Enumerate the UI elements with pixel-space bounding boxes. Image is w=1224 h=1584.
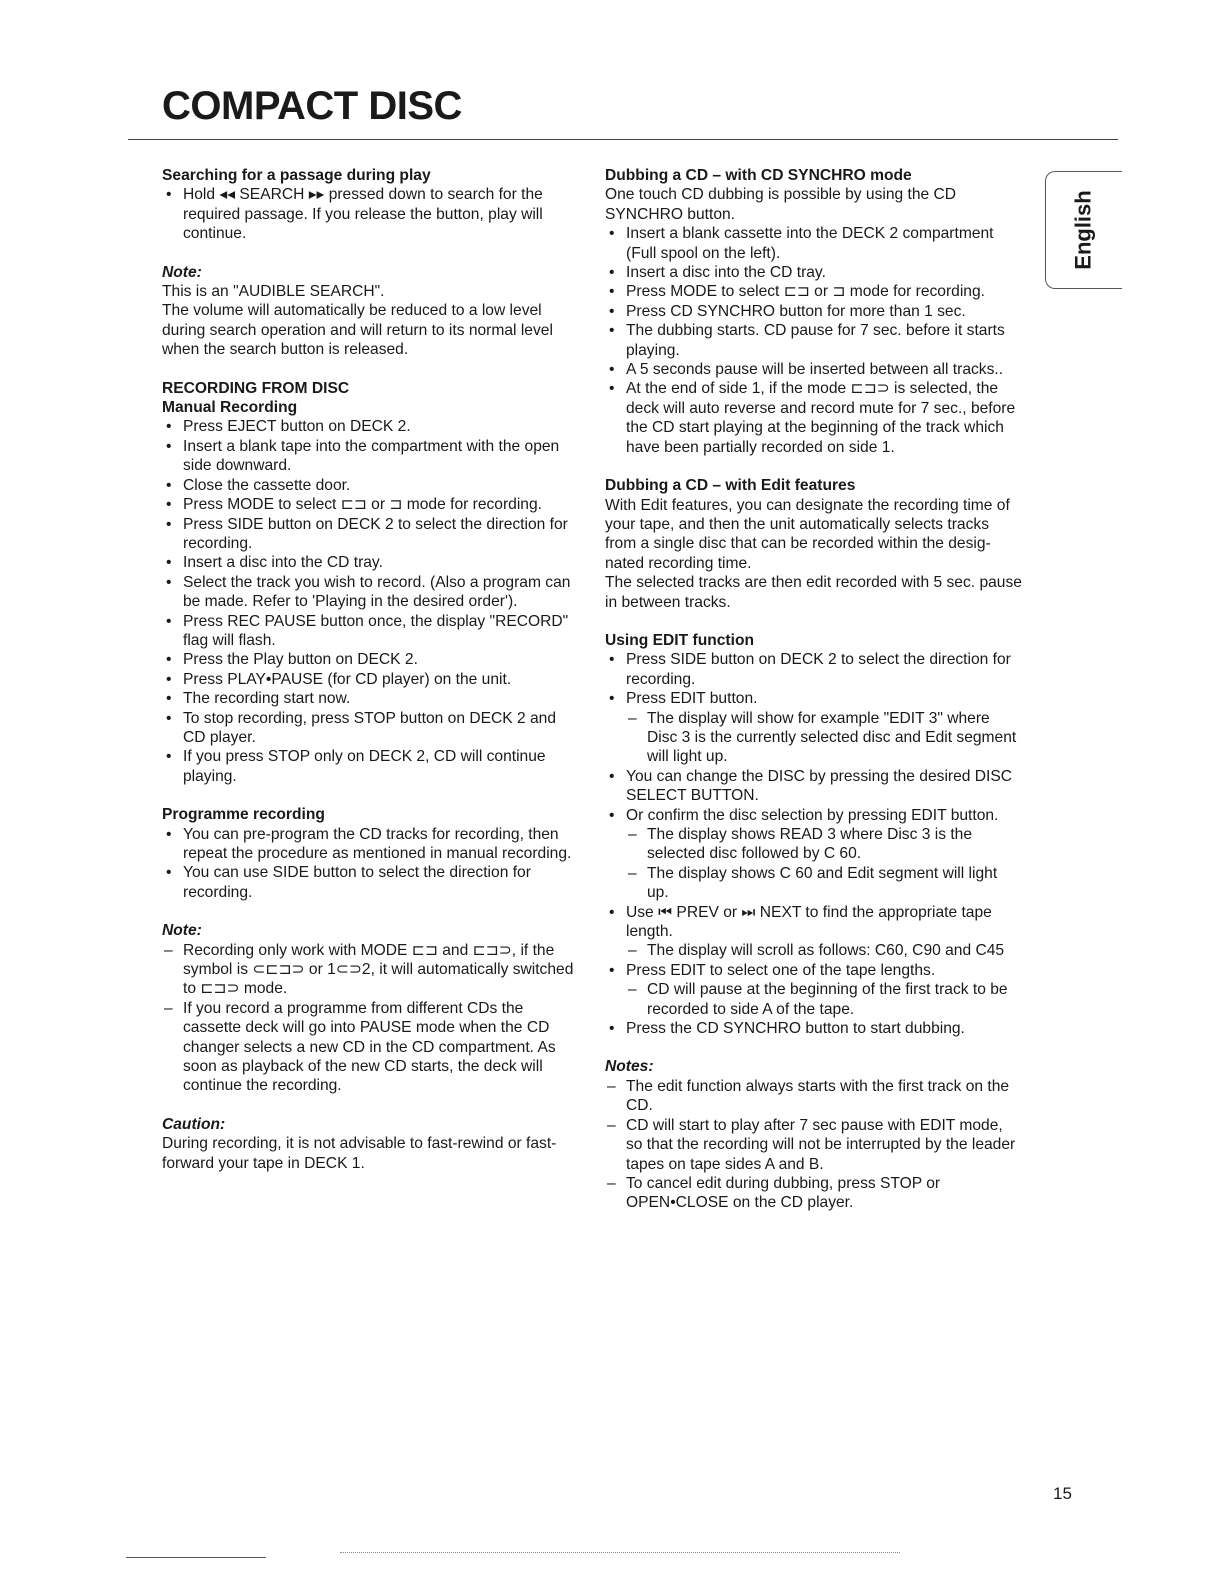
list-item: – CD will start to play after 7 sec pause with EDIT mode, so that the recording will not be interrupted by the leader tapes on tape sides A and B. xyxy=(605,1116,1023,1174)
list-item xyxy=(605,806,1023,903)
sub-list-item: – CD will pause at the beginning of the first track to be recorded to side A of the tape. xyxy=(626,980,1023,1019)
search-list xyxy=(162,185,580,243)
page-title: COMPACT DISC xyxy=(162,84,462,128)
synchro-section xyxy=(605,166,1023,457)
notes-heading: Notes: xyxy=(605,1058,654,1076)
list-item-text: Press EDIT to select one of the tape lengths. xyxy=(626,961,936,979)
right-column xyxy=(605,166,1023,1232)
list-item: – The edit function always starts with the first track on the CD. xyxy=(605,1077,1023,1116)
list-item: • Press PLAY•PAUSE (for CD player) on the unit. xyxy=(162,670,580,689)
list-item xyxy=(605,903,1023,961)
edit-features-heading: Dubbing a CD – with Edit features xyxy=(605,477,856,495)
notes-section xyxy=(605,1057,1023,1212)
using-edit-section xyxy=(605,631,1023,1039)
recording-list xyxy=(162,417,580,786)
note2-list xyxy=(162,941,580,1096)
note-heading: Note: xyxy=(162,263,202,281)
note-text: This is an "AUDIBLE SEARCH". xyxy=(162,283,385,301)
sub-list-item: – The display will show for example "EDIT 3" where Disc 3 is the currently selected disc and Edit segment will light up. xyxy=(626,709,1023,767)
manual-recording-subheading: Manual Recording xyxy=(162,399,298,417)
list-item-text: Press EDIT button. xyxy=(626,690,758,708)
list-item: – Recording only work with MODE ⊏⊐ and ⊏⊐⊃, if the symbol is ⊂⊏⊐⊃ or 1⊂⊃2, it will automatically switched to ⊏⊐⊃ mode. xyxy=(162,941,580,999)
list-item: – To cancel edit during dubbing, press STOP or OPEN•CLOSE on the CD player. xyxy=(605,1174,1023,1213)
using-edit-list xyxy=(605,650,1023,1038)
list-item xyxy=(605,961,1023,1019)
note-heading: Note: xyxy=(162,922,202,940)
scan-artifact-line xyxy=(340,1552,900,1553)
sub-list xyxy=(626,825,1023,903)
list-item: • Press MODE to select ⊏⊐ or ⊐ mode for recording. xyxy=(162,495,580,514)
sub-list-item: – The display will scroll as follows: C60, C90 and C45 xyxy=(626,941,1023,960)
list-item: • At the end of side 1, if the mode ⊏⊐⊃ is selected, the deck will auto reverse and record mute for 7 sec., before the CD start playing at the beginning of the track which have been partially recorded on side 1. xyxy=(605,379,1023,457)
language-tab-label: English xyxy=(1071,190,1097,270)
page-number: 15 xyxy=(1053,1484,1072,1503)
recording-heading: RECORDING FROM DISC xyxy=(162,379,350,397)
caution-section xyxy=(162,1115,580,1173)
sub-list xyxy=(626,941,1023,960)
list-item: • Select the track you wish to record. (Also a program can be made. Refer to 'Playing in the desired order'). xyxy=(162,573,580,612)
list-item: • You can change the DISC by pressing the desired DISC SELECT BUTTON. xyxy=(605,767,1023,806)
edit-features-text: The selected tracks are then edit recorded with 5 sec. pause in between tracks. xyxy=(605,574,1022,611)
list-item: • Insert a blank tape into the compartment with the open side downward. xyxy=(162,437,580,476)
list-item xyxy=(605,689,1023,767)
list-item: • Press CD SYNCHRO button for more than 1 sec. xyxy=(605,302,1023,321)
list-item: • The recording start now. xyxy=(162,689,580,708)
programme-list xyxy=(162,825,580,903)
list-item: • Insert a blank cassette into the DECK 2 compartment (Full spool on the left). xyxy=(605,224,1023,263)
list-item: • Press REC PAUSE button once, the display "RECORD" flag will flash. xyxy=(162,612,580,651)
list-item: • You can pre-program the CD tracks for recording, then repeat the procedure as mentioned in manual recording. xyxy=(162,825,580,864)
list-item: • Press SIDE button on DECK 2 to select the direction for recording. xyxy=(162,515,580,554)
search-section xyxy=(162,166,580,244)
edit-features-text: With Edit features, you can designate the recording time of your tape, and then the unit automatically selects tracks from a single disc that can be recorded within the desig-nated recording time. xyxy=(605,496,1010,572)
list-item: • Press the Play button on DECK 2. xyxy=(162,650,580,669)
list-item: • Close the cassette door. xyxy=(162,476,580,495)
note2-section xyxy=(162,921,580,1096)
synchro-list xyxy=(605,224,1023,457)
list-item: • Insert a disc into the CD tray. xyxy=(162,553,580,572)
list-item: • If you press STOP only on DECK 2, CD will continue playing. xyxy=(162,747,580,786)
synchro-heading: Dubbing a CD – with CD SYNCHRO mode xyxy=(605,167,912,184)
title-rule xyxy=(128,139,1118,140)
caution-heading: Caution: xyxy=(162,1115,226,1133)
caution-text: During recording, it is not advisable to fast-rewind or fast-forward your tape in DECK 1. xyxy=(162,1135,557,1172)
list-item: • Press the CD SYNCHRO button to start dubbing. xyxy=(605,1019,1023,1038)
list-item-text: Use ⏮ PREV or ⏭ NEXT to find the appropriate tape length. xyxy=(626,903,992,941)
synchro-intro: One touch CD dubbing is possible by using the CD SYNCHRO button. xyxy=(605,186,957,223)
edit-features-section xyxy=(605,476,1023,612)
list-item: • The dubbing starts. CD pause for 7 sec. before it starts playing. xyxy=(605,321,1023,360)
note-section xyxy=(162,263,580,360)
notes-list xyxy=(605,1077,1023,1213)
language-tab xyxy=(1045,171,1122,289)
footer-rule xyxy=(126,1557,266,1558)
left-column xyxy=(162,166,580,1192)
list-item: • Insert a disc into the CD tray. xyxy=(605,263,1023,282)
list-item: • To stop recording, press STOP button on DECK 2 and CD player. xyxy=(162,709,580,748)
list-item: • You can use SIDE button to select the direction for recording. xyxy=(162,863,580,902)
sub-list-item: – The display shows C 60 and Edit segment will light up. xyxy=(626,864,1023,903)
list-item: – If you record a programme from different CDs the cassette deck will go into PAUSE mode when the CD changer selects a new CD in the CD compartment. As soon as playback of the new CD starts, the deck will continue the recording. xyxy=(162,999,580,1096)
list-item: • Press MODE to select ⊏⊐ or ⊐ mode for recording. xyxy=(605,282,1023,301)
using-edit-heading: Using EDIT function xyxy=(605,631,754,649)
programme-section xyxy=(162,805,580,902)
search-heading: Searching for a passage during play xyxy=(162,167,431,184)
note-text: The volume will automatically be reduced to a low level during search operation and will return to its normal level when the search button is released. xyxy=(162,302,553,359)
sub-list xyxy=(626,980,1023,1019)
list-item: • Press SIDE button on DECK 2 to select the direction for recording. xyxy=(605,650,1023,689)
list-item: • Press EJECT button on DECK 2. xyxy=(162,417,580,436)
list-item: • Hold ◂◂ SEARCH ▸▸ pressed down to search for the required passage. If you release the button, play will continue. xyxy=(162,185,580,243)
sub-list xyxy=(626,709,1023,767)
programme-heading: Programme recording xyxy=(162,806,325,824)
sub-list-item: – The display shows READ 3 where Disc 3 is the selected disc followed by C 60. xyxy=(626,825,1023,864)
list-item-text: Or confirm the disc selection by pressing EDIT button. xyxy=(626,806,999,824)
recording-section xyxy=(162,379,580,787)
list-item: • A 5 seconds pause will be inserted between all tracks.. xyxy=(605,360,1023,379)
